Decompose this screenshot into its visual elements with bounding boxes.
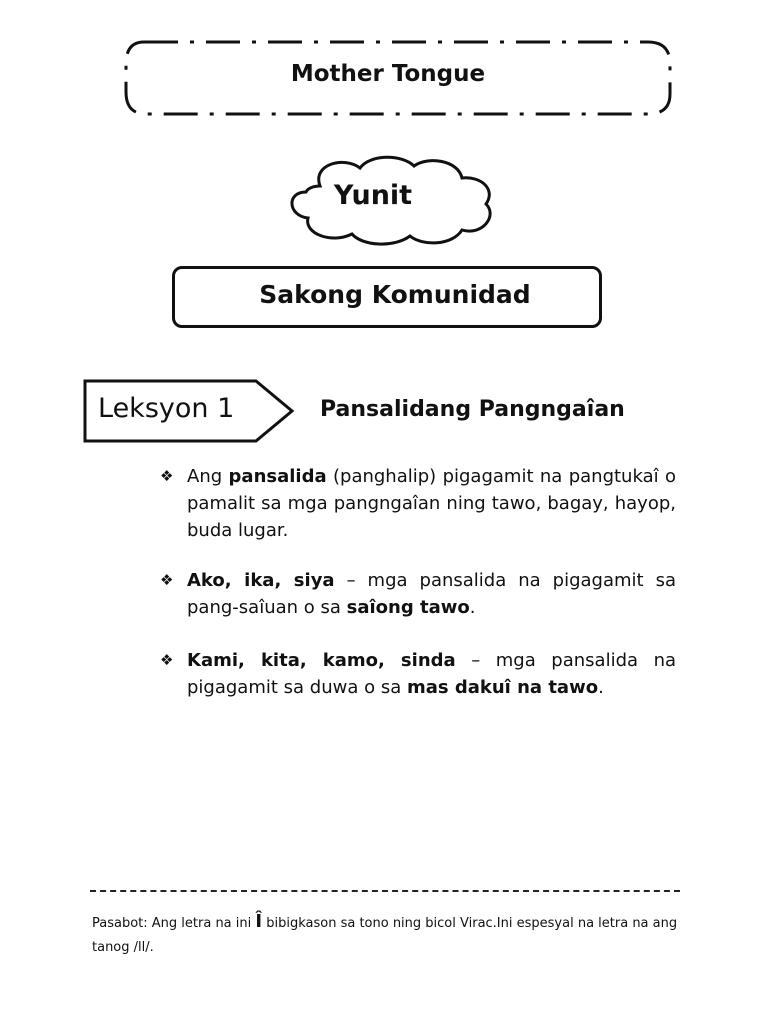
unit-label: Yunit [333,180,413,211]
diamond-bullet-icon: ❖ [160,571,174,589]
lesson-title: Pansalidang Pangngaîan [320,397,625,422]
definition-bullet [160,463,676,544]
diamond-bullet-icon: ❖ [160,651,174,669]
footnote: Pasabot: Ang letra na ini Î bibigkason sa tono ning bicol Virac.Ini espesyal na letra na ang tanog /ll/. [92,911,678,955]
bullet-text: Ang pansalida (panghalip) pigagamit na pangtukaî o pamalit sa mga pangngaîan ning tawo, bagay, hayop, buda lugar. [187,466,676,541]
plural-pronouns-bullet [160,647,676,701]
footer-divider [90,890,680,892]
singular-pronouns-bullet [160,567,676,621]
subject-title: Mother Tongue [290,61,486,87]
bullet-text: Ako, ika, siya – mga pansalida na pigagamit sa pang-saîuan o sa saîong tawo. [187,570,676,618]
bullet-text: Kami, kita, kamo, sinda – mga pansalida na pigagamit sa duwa o sa mas dakuî na tawo. [187,650,677,698]
diamond-bullet-icon: ❖ [160,467,174,485]
lesson-number: Leksyon 1 [98,393,235,424]
unit-title: Sakong Komunidad [259,280,531,309]
